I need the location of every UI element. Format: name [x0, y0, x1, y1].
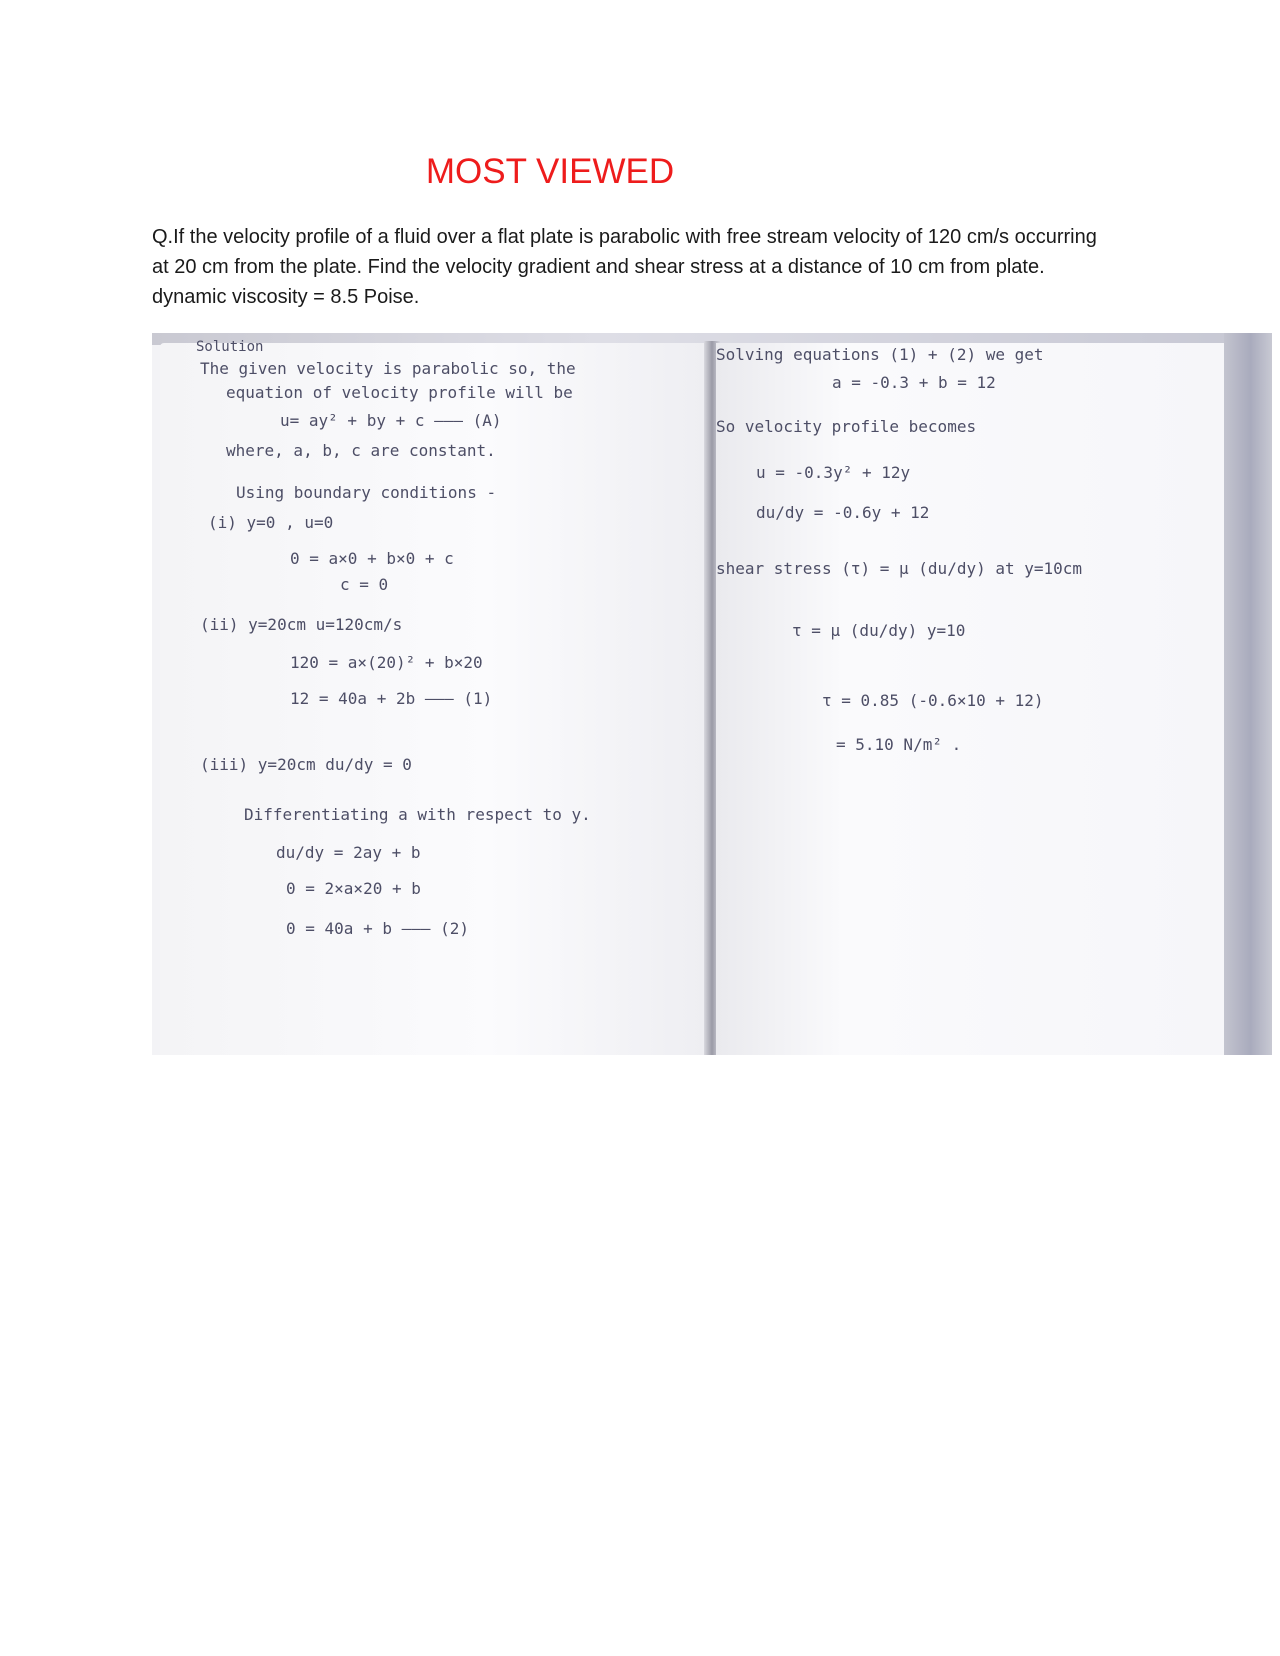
- solution-line: du/dy = -0.6y + 12: [756, 503, 930, 522]
- solution-line: du/dy = 2ay + b: [276, 843, 421, 862]
- solution-line: Differentiating a with respect to y.: [244, 805, 591, 824]
- solution-line: = 5.10 N/m² .: [836, 735, 962, 754]
- solution-line: u= ay² + by + c ——— (A): [280, 411, 502, 430]
- background-surface: [1224, 333, 1272, 1055]
- solution-photo: [152, 333, 1272, 1055]
- solution-line: 0 = a×0 + b×0 + c: [290, 549, 454, 568]
- solution-line: equation of velocity profile will be: [226, 383, 573, 402]
- solution-line: Solution: [196, 339, 264, 355]
- solution-line: (i) y=0 , u=0: [208, 513, 334, 532]
- solution-line: 0 = 40a + b ——— (2): [286, 919, 470, 938]
- solution-line: shear stress (τ) = μ (du/dy) at y=10cm: [716, 559, 1083, 578]
- solution-line: τ = μ (du/dy) y=10: [792, 621, 966, 640]
- question-text: Q.If the velocity profile of a fluid over a flat plate is parabolic with free stream velocity of 120 cm/s occurring at 20 cm from the plate. Find the velocity gradient and shear stress at a distance of 10 cm from plate. dynamic viscosity = 8.5 Poise.: [152, 226, 1097, 308]
- solution-line: So velocity profile becomes: [716, 417, 977, 436]
- solution-line: 12 = 40a + 2b ——— (1): [290, 689, 493, 708]
- solution-line: Using boundary conditions -: [236, 483, 497, 502]
- solution-line: The given velocity is parabolic so, the: [200, 359, 576, 378]
- solution-line: a = -0.3 + b = 12: [832, 373, 996, 392]
- page-title: MOST VIEWED: [425, 152, 675, 191]
- solution-line: u = -0.3y² + 12y: [756, 463, 911, 482]
- solution-line: Solving equations (1) + (2) we get: [716, 345, 1044, 364]
- solution-line: (ii) y=20cm u=120cm/s: [200, 615, 403, 634]
- notebook-right-page: [716, 343, 1226, 1055]
- solution-line: (iii) y=20cm du/dy = 0: [200, 755, 412, 774]
- solution-line: where, a, b, c are constant.: [226, 441, 496, 460]
- solution-line: c = 0: [340, 575, 389, 594]
- solution-line: 0 = 2×a×20 + b: [286, 879, 421, 898]
- solution-line: 120 = a×(20)² + b×20: [290, 653, 483, 672]
- solution-line: τ = 0.85 (-0.6×10 + 12): [822, 691, 1044, 710]
- notebook-left-page: [160, 339, 708, 1055]
